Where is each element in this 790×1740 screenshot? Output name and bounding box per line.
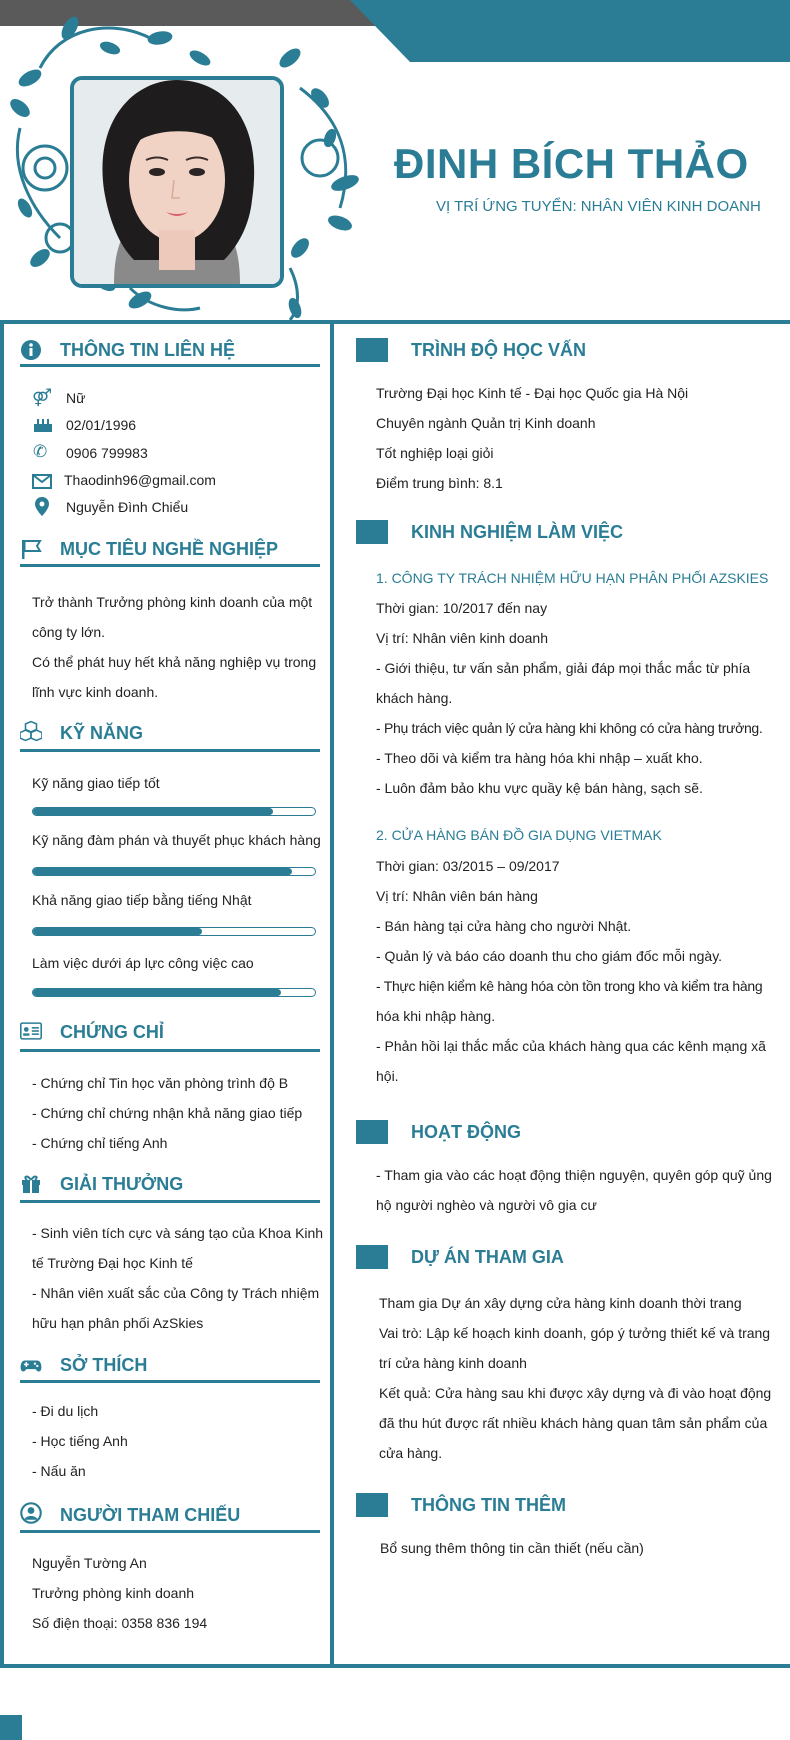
objective-text — [32, 587, 322, 707]
address-value: Nguyễn Đình Chiểu — [66, 499, 189, 515]
objective-line: Có thể phát huy hết khả năng nghiệp vụ trong — [32, 654, 317, 670]
certificate-icon — [20, 1020, 42, 1042]
contact-rule — [20, 364, 320, 367]
reference-rule — [20, 1530, 320, 1533]
activity-line: - Tham gia vào các hoạt động thiện nguyện, quyên góp quỹ ủng — [376, 1167, 772, 1183]
skill-label: Làm việc dưới áp lực công việc cao — [32, 955, 254, 971]
applied-position: VỊ TRÍ ỨNG TUYỂN: NHÂN VIÊN KINH DOANH — [436, 198, 761, 215]
job-duty: - Luôn đảm bảo khu vực quầy kệ bán hàng, sạch sẽ. — [376, 780, 703, 796]
skills-rule — [20, 749, 320, 752]
gender-icon: ⚤ — [32, 388, 52, 407]
user-circle-icon — [20, 1502, 42, 1524]
objective-title: MỤC TIÊU NGHỀ NGHIỆP — [60, 539, 279, 559]
job-duty: hội. — [376, 1068, 399, 1084]
objective-line: công ty lớn. — [32, 624, 105, 640]
activity-line: hộ người nghèo và người vô gia cư — [376, 1197, 597, 1213]
footer-square — [0, 1715, 22, 1740]
column-divider — [330, 320, 334, 1668]
reference-title: NGƯỜI THAM CHIẾU — [60, 1505, 241, 1525]
project-line: cửa hàng. — [379, 1445, 443, 1461]
project-line: trí cửa hàng kinh doanh — [379, 1355, 527, 1371]
job-role: Vị trí: Nhân viên bán hàng — [376, 888, 538, 904]
job-duty: - Theo dõi và kiểm tra hàng hóa khi nhập – xuất kho. — [376, 750, 703, 766]
list-item: - Chứng chỉ chứng nhận khả năng giao tiếp — [32, 1105, 303, 1121]
job-duty: - Quản lý và báo cáo doanh thu cho giám đốc mỗi ngày. — [376, 948, 723, 964]
hobbies-rule — [20, 1380, 320, 1383]
email-value[interactable]: Thaodinh96@gmail.com — [64, 472, 216, 488]
candidate-name: ĐINH BÍCH THẢO — [394, 140, 749, 187]
birthday-cake-icon — [33, 415, 53, 433]
section-marker — [356, 1245, 388, 1269]
list-item: - Học tiếng Anh — [32, 1433, 128, 1449]
hobbies-title: SỞ THÍCH — [60, 1355, 148, 1375]
certificates-list — [32, 1068, 302, 1158]
job-duty: - Giới thiệu, tư vấn sản phẩm, giải đáp mọi thắc mắc từ phía — [376, 660, 751, 676]
job2-details — [376, 851, 772, 1091]
projects-title: DỰ ÁN THAM GIA — [411, 1247, 564, 1267]
education-title: TRÌNH ĐỘ HỌC VẤN — [411, 340, 586, 360]
phone-value: 0906 799983 — [66, 445, 148, 461]
bottom-divider — [0, 1664, 790, 1668]
awards-list — [32, 1218, 323, 1338]
gift-icon — [20, 1172, 42, 1194]
list-item: hữu hạn phân phối AzSkies — [32, 1315, 204, 1331]
job-time: Thời gian: 03/2015 – 09/2017 — [376, 858, 560, 874]
section-marker — [356, 1120, 388, 1144]
activities-title: HOẠT ĐỘNG — [411, 1122, 521, 1142]
section-marker — [356, 338, 388, 362]
project-line: Kết quả: Cửa hàng sau khi được xây dựng và đi vào hoạt động — [379, 1385, 772, 1401]
gamepad-icon — [20, 1355, 42, 1377]
top-divider — [0, 320, 790, 324]
project-line: đã thu hút được rất nhiều khách hàng quan tâm sản phẩm của — [379, 1415, 768, 1431]
list-item: - Đi du lịch — [32, 1403, 99, 1419]
email-icon — [32, 474, 52, 489]
profile-photo — [70, 76, 284, 288]
skill-label: Kỹ năng đàm phán và thuyết phục khách hàng — [32, 832, 321, 848]
gender-value: Nữ — [66, 390, 86, 406]
project-line: Tham gia Dự án xây dựng cửa hàng kinh doanh thời trang — [379, 1295, 742, 1311]
objective-line: lĩnh vực kinh doanh. — [32, 684, 159, 700]
objective-rule — [20, 564, 320, 567]
list-item: - Nhân viên xuất sắc của Công ty Trách nhiệm — [32, 1285, 320, 1301]
list-item: tế Trường Đại học Kinh tế — [32, 1255, 193, 1271]
skill-label: Kỹ năng giao tiếp tốt — [32, 775, 160, 791]
skill-bar — [32, 867, 316, 876]
skills-title: KỸ NĂNG — [60, 723, 144, 743]
experience-title: KINH NGHIỆM LÀM VIỆC — [411, 522, 624, 542]
location-pin-icon — [35, 497, 49, 516]
education-line: Trường Đại học Kinh tế - Đại học Quốc gia Hà Nội — [376, 385, 689, 401]
list-item: - Sinh viên tích cực và sáng tạo của Khoa Kinh — [32, 1225, 324, 1241]
job-duty: - Thực hiện kiểm kê hàng hóa còn tồn trong kho và kiểm tra hàng — [376, 978, 763, 994]
flag-icon — [20, 538, 42, 560]
reference-role: Trưởng phòng kinh doanh — [32, 1585, 195, 1601]
extra-title: THÔNG TIN THÊM — [411, 1495, 566, 1515]
left-border — [0, 320, 4, 1668]
info-icon — [20, 339, 42, 361]
extra-line: Bổ sung thêm thông tin cần thiết (nếu cần) — [380, 1540, 644, 1556]
certificates-rule — [20, 1049, 320, 1052]
awards-title: GIẢI THƯỞNG — [60, 1174, 184, 1194]
education-details — [376, 378, 688, 498]
skill-bar — [32, 927, 316, 936]
list-item: - Chứng chỉ Tin học văn phòng trình độ B — [32, 1075, 289, 1091]
reference-name: Nguyễn Tường An — [32, 1555, 147, 1571]
job2-company: 2. CỬA HÀNG BÁN ĐỒ GIA DỤNG VIETMAK — [376, 827, 662, 843]
contact-title: THÔNG TIN LIÊN HỆ — [60, 340, 235, 360]
phone-icon: ✆ — [33, 442, 48, 461]
reference-info — [32, 1548, 207, 1638]
portrait-illustration — [74, 80, 280, 284]
education-line: Điểm trung bình: 8.1 — [376, 475, 503, 491]
activities-details — [376, 1160, 776, 1220]
awards-rule — [20, 1200, 320, 1203]
job-duty: khách hàng. — [376, 690, 453, 706]
project-line: Vai trò: Lập kế hoạch kinh doanh, góp ý tưởng thiết kế và trang — [379, 1325, 771, 1341]
cubes-icon — [20, 720, 42, 742]
skill-bar — [32, 807, 316, 816]
job1-details — [376, 593, 772, 803]
job-time: Thời gian: 10/2017 đến nay — [376, 600, 548, 616]
skill-bar — [32, 988, 316, 997]
objective-line: Trở thành Trưởng phòng kinh doanh của một — [32, 594, 313, 610]
education-line: Tốt nghiệp loại giỏi — [376, 445, 494, 461]
job-duty: - Bán hàng tại cửa hàng cho người Nhật. — [376, 918, 632, 934]
skill-bar-fill — [33, 928, 202, 935]
certificates-title: CHỨNG CHỈ — [60, 1022, 164, 1042]
skill-bar-fill — [33, 808, 273, 815]
job-duty: hóa khi nhập hàng. — [376, 1008, 496, 1024]
job-role: Vị trí: Nhân viên kinh doanh — [376, 630, 548, 646]
projects-details — [379, 1288, 779, 1468]
job-duty: - Phụ trách việc quản lý cửa hàng khi không có cửa hàng trưởng. — [376, 720, 763, 736]
education-line: Chuyên ngành Quản trị Kinh doanh — [376, 415, 596, 431]
header-teal-band — [350, 0, 790, 62]
list-item: - Nấu ăn — [32, 1463, 86, 1479]
skill-bar-fill — [33, 989, 281, 996]
list-item: - Chứng chỉ tiếng Anh — [32, 1135, 168, 1151]
birthday-value: 02/01/1996 — [66, 417, 137, 433]
skill-bar-fill — [33, 868, 292, 875]
reference-phone: Số điện thoại: 0358 836 194 — [32, 1615, 208, 1631]
skill-label: Khả năng giao tiếp bằng tiếng Nhật — [32, 892, 252, 908]
hobbies-list — [32, 1396, 128, 1486]
section-marker — [356, 520, 388, 544]
job-duty: - Phản hồi lại thắc mắc của khách hàng qua các kênh mạng xã — [376, 1038, 766, 1054]
job1-company: 1. CÔNG TY TRÁCH NHIỆM HỮU HẠN PHÂN PHỐI AZSKIES — [376, 570, 769, 586]
section-marker — [356, 1493, 388, 1517]
